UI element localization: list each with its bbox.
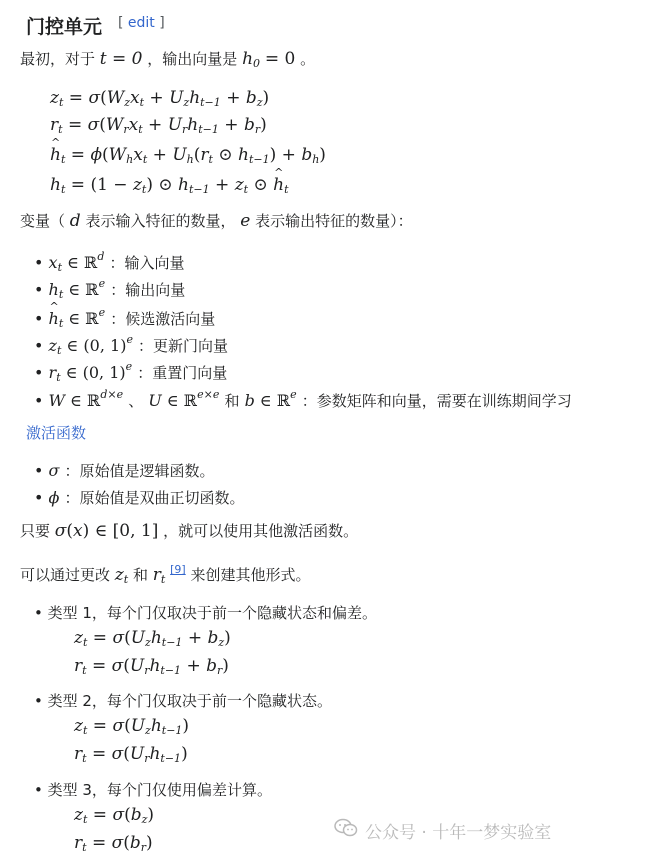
list-item: • $h_t$ ∈ ℝ$^e$ ：输出向量: [34, 277, 186, 301]
equation-type3-z: $z_t = \sigma(b_z)$: [74, 805, 155, 826]
section-title: 门控单元: [26, 16, 103, 38]
citation-link[interactable]: [9]: [170, 563, 186, 576]
list-item: • $r_t$ ∈ (0, 1)$^e$ ：重置门向量: [34, 360, 228, 384]
watermark-text: 公众号 · 十年一梦实验室: [365, 823, 552, 843]
equation-h: $h_t = (1 - z_t)$ ⊙ $h_{t-1} + z_t$ ⊙ ^ $h_t$: [50, 175, 289, 196]
equation-type3-r: $r_t = \sigma(b_r)$: [74, 833, 153, 854]
equation-type1-z: $z_t = \sigma(U_zh_{t-1} + b_z)$: [74, 628, 231, 649]
equation-type1-r: $r_t = \sigma(U_rh_{t-1} + b_r)$: [74, 656, 229, 677]
equation-type2-r: $r_t = \sigma(U_rh_{t-1})$: [74, 744, 188, 765]
equation-z: $z_t = \sigma(W_zx_t + U_zh_{t-1} + b_z)$: [50, 88, 270, 109]
equation-r: $r_t = \sigma(W_rx_t + U_rh_{t-1} + b_r)$: [50, 115, 267, 136]
activation-functions-link[interactable]: 激活函数: [26, 424, 87, 442]
activation-condition: 只要 σ(x) ∈ [0, 1] ，就可以使用其他激活函数。: [20, 521, 359, 541]
list-item: • $x_t$ ∈ ℝ$^d$ ：输入向量: [34, 250, 185, 274]
list-item: • 类型 3，每个门仅使用偏差计算。: [34, 781, 272, 799]
list-item: • 类型 1，每个门仅取决于前一个隐藏状态和偏差。: [34, 604, 377, 622]
variables-intro: 变量（ d 表示输入特征的数量， e 表示输出特征的数量）：: [20, 211, 413, 231]
list-item: • 类型 2，每个门仅取决于前一个隐藏状态。: [34, 692, 332, 710]
list-item: • W ∈ ℝ$^{d\times e}$ 、 U ∈ ℝ$^{e\times e}$ 和 b ∈ ℝ$^e$ ：参数矩阵和向量，需要在训练期间学习: [34, 388, 572, 410]
wechat-icon: [334, 818, 358, 838]
equation-type2-z: $z_t = \sigma(U_zh_{t-1})$: [74, 716, 190, 737]
equation-hhat: ^ $h_t = \phi(W_hx_t + U_h(r_t$ ⊙ $h_{t-1}) + b_h$): [50, 145, 326, 166]
list-item: • σ ：原始值是逻辑函数。: [34, 461, 215, 480]
list-item: • ^ $h_t$ ∈ ℝ$^e$ ：候选激活向量: [34, 306, 215, 330]
intro-line: 最初，对于 t = 0 ，输出向量是 $h_0 = 0$ 。: [20, 49, 316, 70]
list-item: • $z_t$ ∈ (0, 1)$^e$ ：更新门向量: [34, 333, 229, 357]
edit-section-link-wrapper: [ edit ]: [118, 15, 165, 31]
list-item: • ϕ ：原始值是双曲正切函数。: [34, 488, 245, 507]
variants-intro: 可以通过更改 $z_t$ 和 $r_t$ [9] 来创建其他形式。: [20, 563, 311, 586]
edit-link[interactable]: edit: [127, 15, 155, 31]
